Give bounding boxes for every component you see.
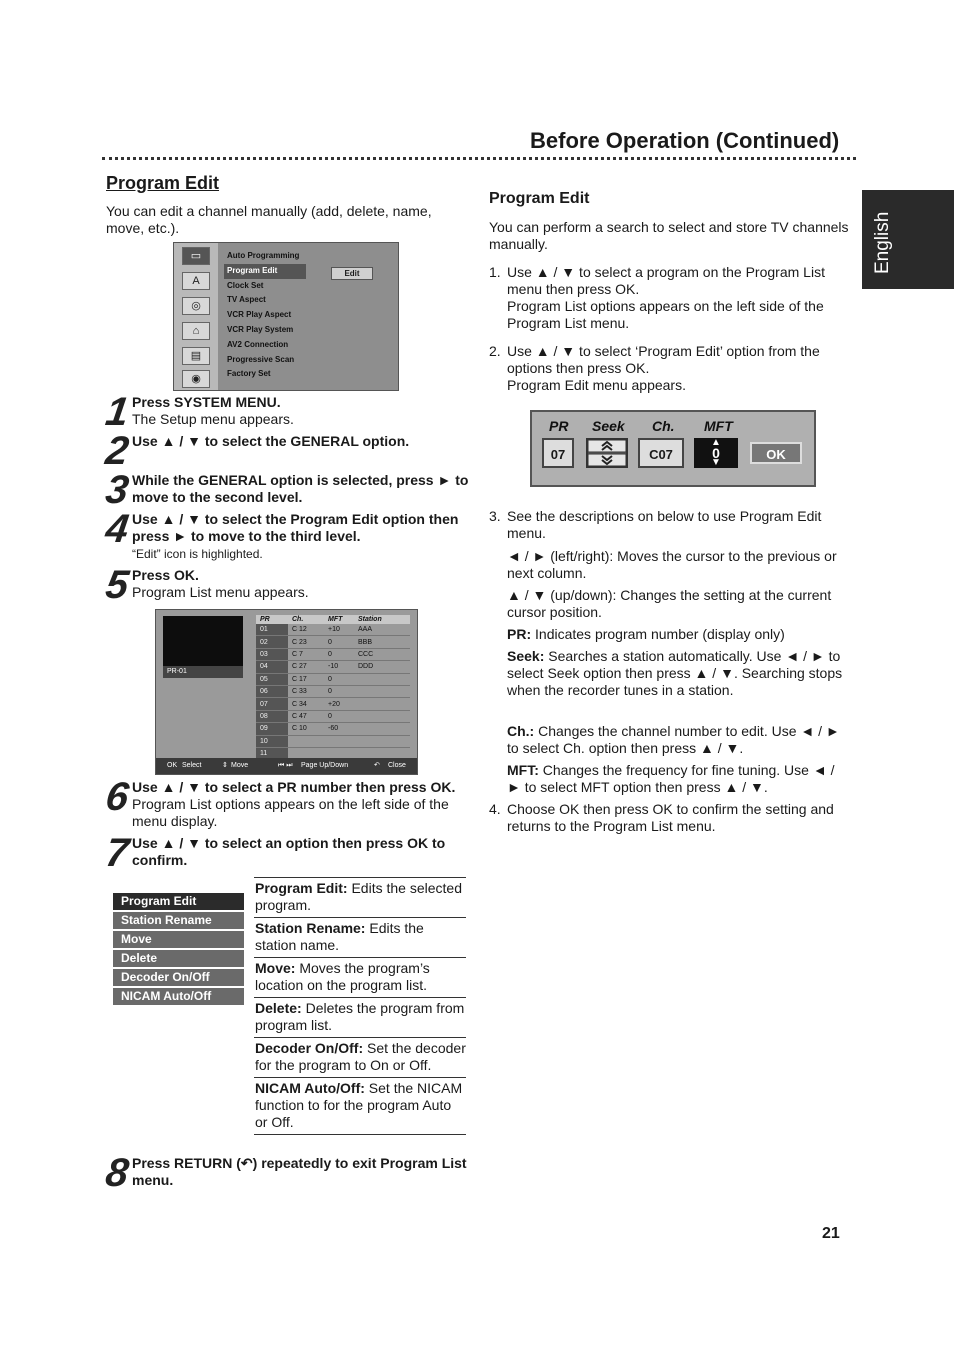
- move-label: Move: [231, 762, 249, 769]
- desc-term: Delete:: [255, 1000, 302, 1016]
- ch-cell: C 47: [288, 710, 324, 722]
- desc-pr: [507, 626, 852, 643]
- ch-cell: C 23: [288, 636, 324, 648]
- disc-icon: ◉: [182, 370, 210, 388]
- list-number: 4.: [489, 801, 501, 817]
- mft-cell: 0: [324, 685, 354, 697]
- setup-item: Auto Programming: [227, 251, 300, 260]
- preview-label: PR-01: [163, 666, 243, 678]
- ok-button: OK: [750, 442, 802, 464]
- step-instruction: Use ▲ / ▼ to select ‘Program Edit’ option from the options then press OK.: [507, 343, 820, 376]
- pr-cell: 04: [256, 661, 288, 673]
- step-result: Program Edit menu appears.: [507, 377, 686, 393]
- setup-item: TV Aspect: [227, 295, 266, 305]
- lock-icon: ⌂: [182, 322, 210, 340]
- col-mft: MFT: [324, 615, 354, 624]
- table-row: [256, 661, 410, 673]
- desc-text: Indicates program number (display only): [531, 626, 785, 642]
- header-divider: [102, 157, 856, 160]
- up-arrow-icon: ▲: [711, 437, 721, 448]
- table-row: [256, 685, 410, 697]
- ch-cell: [288, 735, 324, 747]
- desc-text: Set the decoder for the program to On or Off.: [255, 1040, 466, 1073]
- option-program-edit: Program Edit: [113, 893, 244, 910]
- desc-text: Deletes the program from program list.: [255, 1000, 465, 1033]
- desc-term: NICAM Auto/Off:: [255, 1080, 365, 1096]
- col-station: Station: [354, 615, 410, 624]
- pr-cell: 08: [256, 710, 288, 722]
- general-icon: ▭: [182, 247, 210, 265]
- program-list-footer: [156, 758, 417, 774]
- table-row: [256, 624, 410, 636]
- desc-text: Set the NICAM function to for the program Auto or Off.: [255, 1080, 463, 1130]
- setup-item: VCR Play System: [227, 324, 294, 334]
- desc-left-right: ◄ / ► (left/right): Moves the cursor to the previous or next column.: [507, 548, 837, 581]
- desc-text: Changes the channel number to edit. Use ◄ / ► to select Ch. option then press ▲ / ▼.: [507, 723, 840, 756]
- station-cell: DDD: [354, 661, 410, 673]
- step-instruction: Use ▲ / ▼ to select the Program Edit option then press ► to move to the third level.: [132, 511, 459, 544]
- option-move: Move: [113, 931, 244, 948]
- mft-cell: [324, 735, 354, 747]
- desc-seek: [507, 648, 852, 699]
- step-number: 6: [102, 775, 132, 819]
- mft-field: [694, 438, 738, 468]
- ch-cell: C 12: [288, 624, 324, 636]
- station-cell: [354, 685, 410, 697]
- section-title: Program Edit: [106, 173, 220, 193]
- page-label: Page Up/Down: [301, 762, 349, 769]
- step-7: Use ▲ / ▼ to select an option then press OK to confirm.: [132, 835, 446, 868]
- mft-cell: 0: [324, 648, 354, 660]
- step-instruction: Press SYSTEM MENU.: [132, 394, 281, 410]
- step-8: Press RETURN (↶) repeatedly to exit Program List menu.: [132, 1155, 467, 1188]
- table-row: [256, 673, 410, 685]
- right-step-1: [507, 264, 852, 332]
- step-4: [132, 511, 472, 563]
- step-number: 5: [102, 563, 132, 607]
- options-menu: [113, 893, 244, 1007]
- step-number: 3: [102, 468, 132, 512]
- right-section-title: Program Edit: [489, 190, 590, 207]
- step-2: Use ▲ / ▼ to select the GENERAL option.: [132, 433, 410, 449]
- list-number: 3.: [489, 508, 501, 524]
- seek-buttons: [586, 438, 628, 468]
- desc-term: Station Rename:: [255, 920, 366, 936]
- right-intro: You can perform a search to select and store TV channels manually.: [489, 219, 849, 252]
- setup-item: Factory Set: [227, 369, 271, 379]
- col-pr: PR: [256, 615, 288, 624]
- col-ch: Ch.: [288, 615, 324, 624]
- station-cell: [354, 735, 410, 747]
- mft-cell: -60: [324, 723, 354, 735]
- updown-icon: ⇕: [222, 762, 228, 769]
- program-table: [256, 615, 410, 760]
- station-cell: [354, 723, 410, 735]
- pr-cell: 11: [256, 747, 288, 759]
- ch-cell: C 7: [288, 648, 324, 660]
- station-cell: [354, 673, 410, 685]
- step-note: “Edit” icon is highlighted.: [132, 547, 263, 561]
- desc-term: Program Edit:: [255, 880, 348, 896]
- step-number: 2: [102, 429, 132, 473]
- setup-icon-column: [174, 243, 218, 390]
- step-number: 8: [102, 1151, 132, 1195]
- pr-cell: 01: [256, 624, 288, 636]
- edit-option: Edit: [331, 267, 373, 280]
- film-icon: ▤: [182, 347, 210, 365]
- setup-item-selected: Program Edit: [224, 264, 306, 279]
- mft-cell: +10: [324, 624, 354, 636]
- desc-mft: [507, 762, 852, 796]
- table-header-row: [256, 615, 410, 624]
- setup-menu-list: [224, 249, 306, 382]
- mft-cell: 0: [324, 673, 354, 685]
- ch-cell: C 34: [288, 698, 324, 710]
- option-decoder: Decoder On/Off: [113, 969, 244, 986]
- page-title: Before Operation (Continued): [530, 128, 840, 153]
- mft-cell: -10: [324, 661, 354, 673]
- desc-term: Ch.:: [507, 723, 535, 739]
- down-arrow-icon: ▼: [711, 457, 721, 468]
- pr-heading: PR: [549, 418, 569, 434]
- step-1: [132, 394, 472, 428]
- desc-text: Searches a station automatically. Use ◄ / ► to select Seek option then press ▲ / ▼. Searching stops when the recorder tunes in a station.: [507, 648, 843, 698]
- desc-term: Decoder On/Off:: [255, 1040, 364, 1056]
- desc-row: [254, 918, 466, 958]
- select-label: Select: [182, 762, 202, 769]
- step-result: Program List options appears on the left side of the Program List menu.: [507, 298, 824, 331]
- seek-arrows-icon: [588, 440, 626, 466]
- close-label: Close: [388, 762, 406, 769]
- language-icon: A: [182, 272, 210, 290]
- ch-heading: Ch.: [652, 418, 675, 434]
- ok-key: OK: [167, 762, 178, 769]
- pr-field: 07: [542, 438, 574, 468]
- ch-cell: C 33: [288, 685, 324, 697]
- step-result: The Setup menu appears.: [132, 411, 294, 427]
- station-cell: BBB: [354, 636, 410, 648]
- pr-cell: 05: [256, 673, 288, 685]
- page-number: 21: [822, 1225, 840, 1242]
- table-row: [256, 636, 410, 648]
- step-result: Program List options appears on the left side of the menu display.: [132, 796, 449, 829]
- intro-text: You can edit a channel manually (add, delete, name, move, etc.).: [106, 203, 432, 236]
- desc-row: [254, 1078, 466, 1135]
- setup-item: Progressive Scan: [227, 354, 295, 364]
- return-icon: ↶: [374, 762, 380, 769]
- setup-menu-screen: [173, 242, 399, 391]
- language-tab-label: English: [872, 211, 893, 274]
- table-row: [256, 698, 410, 710]
- ch-cell: C 17: [288, 673, 324, 685]
- language-tab: [862, 190, 954, 289]
- desc-term: PR:: [507, 626, 532, 642]
- desc-row: [254, 998, 466, 1038]
- option-descriptions: [254, 877, 466, 1135]
- step-6: [132, 779, 472, 830]
- desc-row: [254, 1038, 466, 1078]
- pr-cell: 09: [256, 723, 288, 735]
- desc-text: Changes the frequency for fine tuning. Use ◄ / ► to select MFT option then press ▲ / ▼.: [507, 762, 835, 795]
- pr-cell: 10: [256, 735, 288, 747]
- mft-cell: 0: [324, 636, 354, 648]
- step-result: Program List menu appears.: [132, 584, 309, 600]
- step-instruction: Use ▲ / ▼ to select a PR number then press OK.: [132, 779, 456, 795]
- station-cell: [354, 710, 410, 722]
- step-instruction: Use ▲ / ▼ to select a program on the Program List menu then press OK.: [507, 264, 825, 297]
- desc-up-down: ▲ / ▼ (up/down): Changes the setting at the current cursor position.: [507, 587, 832, 620]
- setup-item: VCR Play Aspect: [227, 310, 292, 320]
- pr-cell: 02: [256, 636, 288, 648]
- step-5: [132, 567, 472, 601]
- setup-item: AV2 Connection: [227, 339, 289, 349]
- setup-item: Clock Set: [227, 280, 264, 290]
- pr-cell: 07: [256, 698, 288, 710]
- station-cell: AAA: [354, 624, 410, 636]
- desc-text: Moves the program’s location on the program list.: [255, 960, 430, 993]
- table-row: [256, 735, 410, 747]
- desc-text: Edits the selected program.: [255, 880, 462, 913]
- station-cell: CCC: [354, 648, 410, 660]
- right-step-3: See the descriptions on below to use Program Edit menu.: [507, 508, 822, 541]
- step-3: While the GENERAL option is selected, press ► to move to the second level.: [132, 472, 469, 505]
- program-edit-box: [530, 410, 816, 487]
- pr-cell: 03: [256, 648, 288, 660]
- step-number: 4: [102, 507, 132, 551]
- mft-cell: 0: [324, 710, 354, 722]
- right-step-2: [507, 343, 852, 394]
- desc-term: Seek:: [507, 648, 545, 664]
- ch-cell: C 27: [288, 661, 324, 673]
- audio-icon: ◎: [182, 297, 210, 315]
- step-number: 1: [102, 390, 132, 434]
- list-number: 2.: [489, 343, 501, 359]
- seek-heading: Seek: [592, 418, 625, 434]
- program-table-body: [256, 624, 410, 760]
- ch-field: C07: [638, 438, 684, 468]
- list-number: 1.: [489, 264, 501, 280]
- desc-row: [254, 958, 466, 998]
- option-delete: Delete: [113, 950, 244, 967]
- table-row: [256, 648, 410, 660]
- desc-term: MFT:: [507, 762, 539, 778]
- ch-cell: C 10: [288, 723, 324, 735]
- desc-term: Move:: [255, 960, 296, 976]
- pr-cell: 06: [256, 685, 288, 697]
- table-row: [256, 723, 410, 735]
- step-number: 7: [102, 831, 132, 875]
- desc-ch: [507, 723, 852, 757]
- mft-cell: +20: [324, 698, 354, 710]
- step-instruction: Press OK.: [132, 567, 199, 583]
- desc-text: Edits the station name.: [255, 920, 424, 953]
- mft-value: 0: [712, 445, 720, 461]
- desc-row: [254, 878, 466, 918]
- station-cell: [354, 698, 410, 710]
- mft-heading: MFT: [704, 418, 733, 434]
- right-step-4: Choose OK then press OK to confirm the setting and returns to the Program List menu.: [507, 801, 834, 834]
- skip-icon: ⏮ ⏭: [278, 762, 293, 769]
- option-nicam: NICAM Auto/Off: [113, 988, 244, 1005]
- table-row: [256, 710, 410, 722]
- program-list-screen: [155, 609, 418, 775]
- option-station-rename: Station Rename: [113, 912, 244, 929]
